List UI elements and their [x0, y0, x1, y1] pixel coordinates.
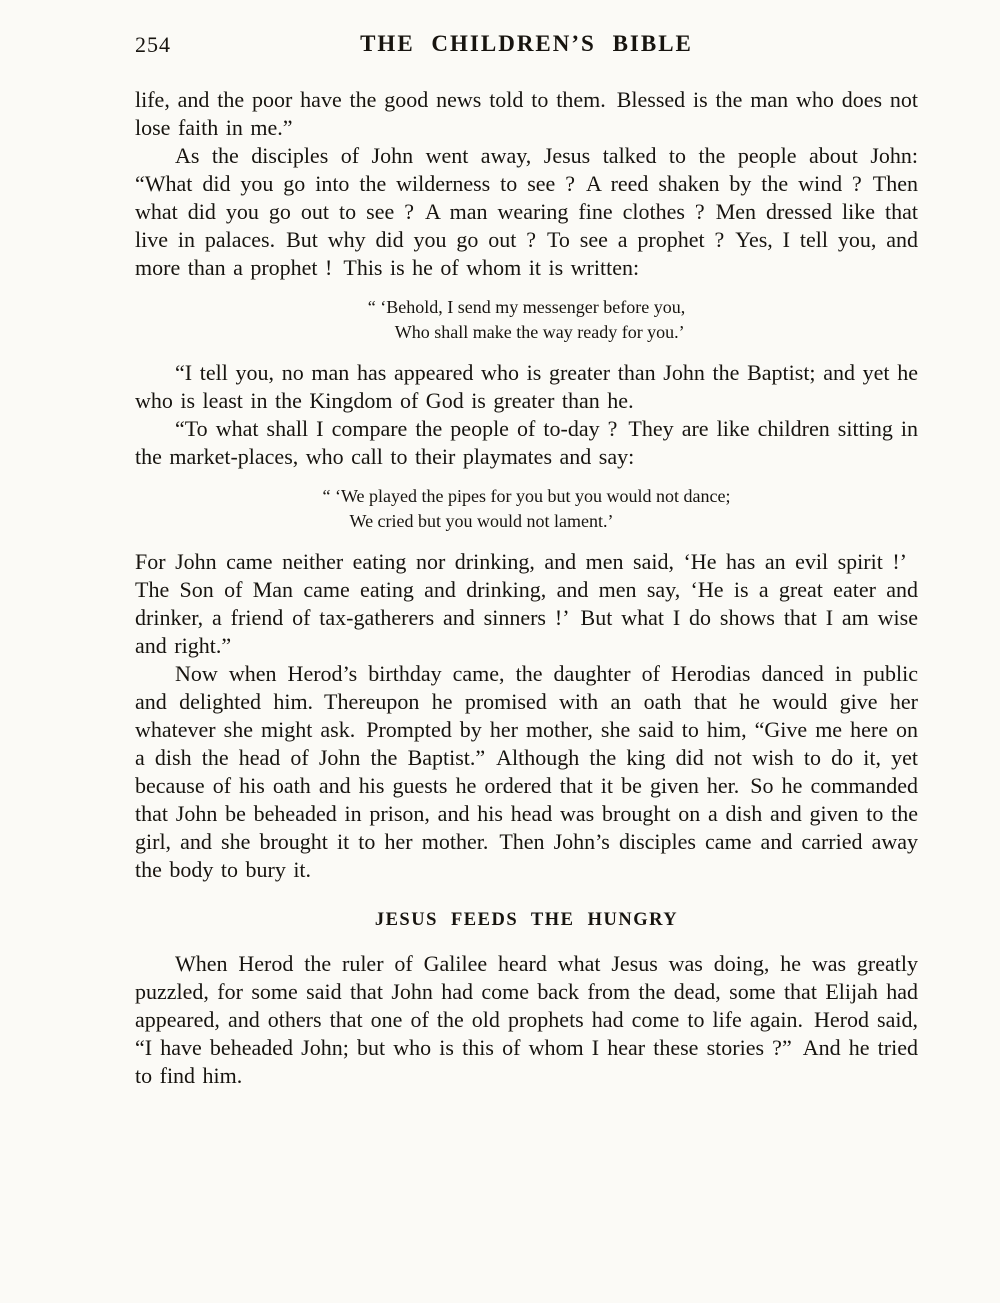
verse-line: “ ‘Behold, I send my messenger before you, [367, 297, 686, 317]
verse-line: “ ‘We played the pipes for you but you would not dance; [322, 486, 731, 506]
verse-line: We cried but you would not lament.’ [349, 511, 614, 531]
paragraph-continuation: For John came neither eating nor drinking, and men said, ‘He has an evil spirit !’ The Son of Man came eating and drinking, and men say, ‘He is a great eater and drinker, a friend of tax-gatherers and sinners !’ But what I do shows that I am wise and right.” [135, 549, 918, 658]
paragraph-continuation: life, and the poor have the good news told to them. Blessed is the man who does not lose faith in me.” [135, 87, 918, 140]
verse-line: Who shall make the way ready for you.’ [394, 322, 685, 342]
verse-quote [368, 295, 685, 345]
running-title: THE CHILDREN’S BIBLE [360, 31, 693, 56]
verse-quote [323, 484, 731, 534]
paragraph: “I tell you, no man has appeared who is greater than John the Baptist; and yet he who is least in the Kingdom of God is greater than he. [135, 360, 918, 413]
paragraph: “To what shall I compare the people of to-day ? They are like children sitting in the market-places, who call to their playmates and say: [135, 416, 918, 469]
paragraph: As the disciples of John went away, Jesus talked to the people about John: “What did you go into the wilderness to see ? A reed shaken by the wind ? Then what did you go out to see ? A man wearing fine clothes ? Men dressed like that live in palaces. But why did you go out ? To see a prophet ? Yes, I tell you, and more than a prophet ! This is he of whom it is written: [135, 143, 918, 280]
paragraph: Now when Herod’s birthday came, the daughter of Herodias danced in public and delighted him. Thereupon he promised with an oath that he would give her whatever she might ask. Prompted by her mother, she said to him, “Give me here on a dish the head of John the Baptist.” Although the king did not wish to do it, yet because of his oath and his guests he ordered that it be given her. So he commanded that John be beheaded in prison, and his head was brought on a dish and given to the girl, and she brought it to her mother. Then John’s disciples came and carried away the body to bury it. [135, 661, 918, 882]
section-heading: JESUS FEEDS THE HUNGRY [374, 910, 679, 930]
page-body [135, 86, 918, 1090]
page-number: 254 [135, 32, 171, 57]
paragraph: When Herod the ruler of Galilee heard what Jesus was doing, he was greatly puzzled, for some said that John had come back from the dead, some that Elijah had appeared, and others that one of the old prophets had come to life again. Herod said, “I have beheaded John; but who is this of whom I hear these stories ?” And he tried to find him. [135, 951, 918, 1088]
page-header [135, 30, 918, 60]
